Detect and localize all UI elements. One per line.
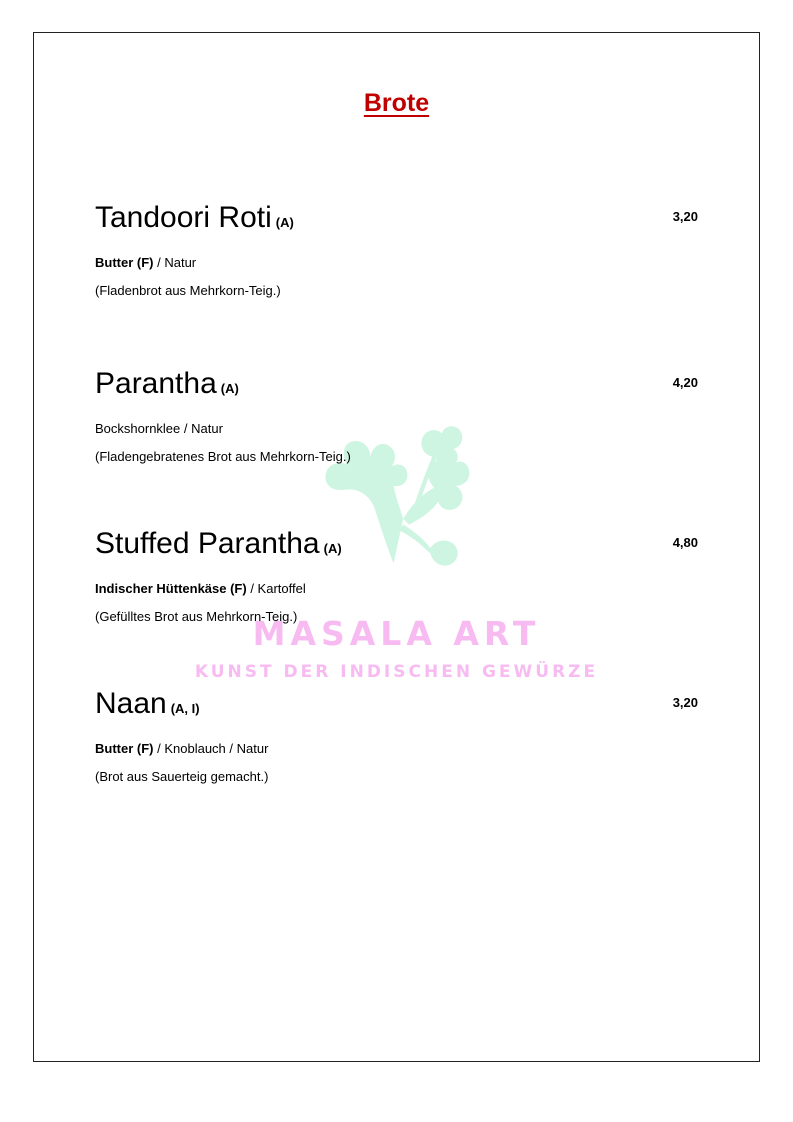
menu-item-options-rest: / Kartoffel: [246, 581, 306, 596]
menu-item-options: [95, 580, 698, 598]
menu-item: [95, 684, 698, 786]
menu-item-options: [95, 740, 698, 758]
brand-watermark: MASALA ART: [252, 614, 541, 653]
menu-item: [95, 524, 698, 626]
menu-item-price: 4,80: [672, 535, 698, 550]
menu-item-header: [95, 364, 698, 404]
menu-item-allergens: (A): [220, 381, 239, 396]
menu-item-options-highlight: Butter (F): [95, 255, 154, 270]
menu-item-description: (Fladengebratenes Brot aus Mehrkorn-Teig.): [95, 449, 351, 464]
page-title: Brote: [363, 89, 430, 117]
menu-item-price: 4,20: [672, 375, 698, 390]
menu-item-header: [95, 684, 698, 724]
menu-item-name: Naan: [95, 687, 167, 720]
menu-item-description: (Fladenbrot aus Mehrkorn-Teig.): [95, 283, 281, 298]
menu-item-description: (Gefülltes Brot aus Mehrkorn-Teig.): [95, 609, 298, 624]
menu-item-options-rest: / Knoblauch / Natur: [153, 741, 269, 756]
menu-item-options: [95, 420, 698, 438]
menu-item-options-rest: Bockshornklee / Natur: [95, 421, 223, 436]
menu-item-options: [95, 254, 698, 272]
menu-item-name: Tandoori Roti: [95, 201, 272, 234]
menu-item: [95, 198, 698, 300]
menu-item-price: 3,20: [672, 209, 698, 224]
menu-item-allergens: (A): [275, 215, 294, 230]
menu-item-allergens: (A): [323, 541, 342, 556]
menu-item-name: Stuffed Parantha: [95, 527, 320, 560]
menu-item-description: (Brot aus Sauerteig gemacht.): [95, 769, 269, 784]
brand-tagline-watermark: KUNST DER INDISCHEN GEWÜRZE: [194, 662, 599, 682]
menu-item-allergens: (A, I): [170, 701, 200, 716]
menu-item-options-rest: / Natur: [153, 255, 197, 270]
menu-item-header: [95, 524, 698, 564]
menu-item-header: [95, 198, 698, 238]
menu-item-name: Parantha: [95, 367, 217, 400]
menu-item: [95, 364, 698, 466]
menu-item-price: 3,20: [672, 695, 698, 710]
menu-item-options-highlight: Indischer Hüttenkäse (F): [95, 581, 247, 596]
menu-item-options-highlight: Butter (F): [95, 741, 154, 756]
